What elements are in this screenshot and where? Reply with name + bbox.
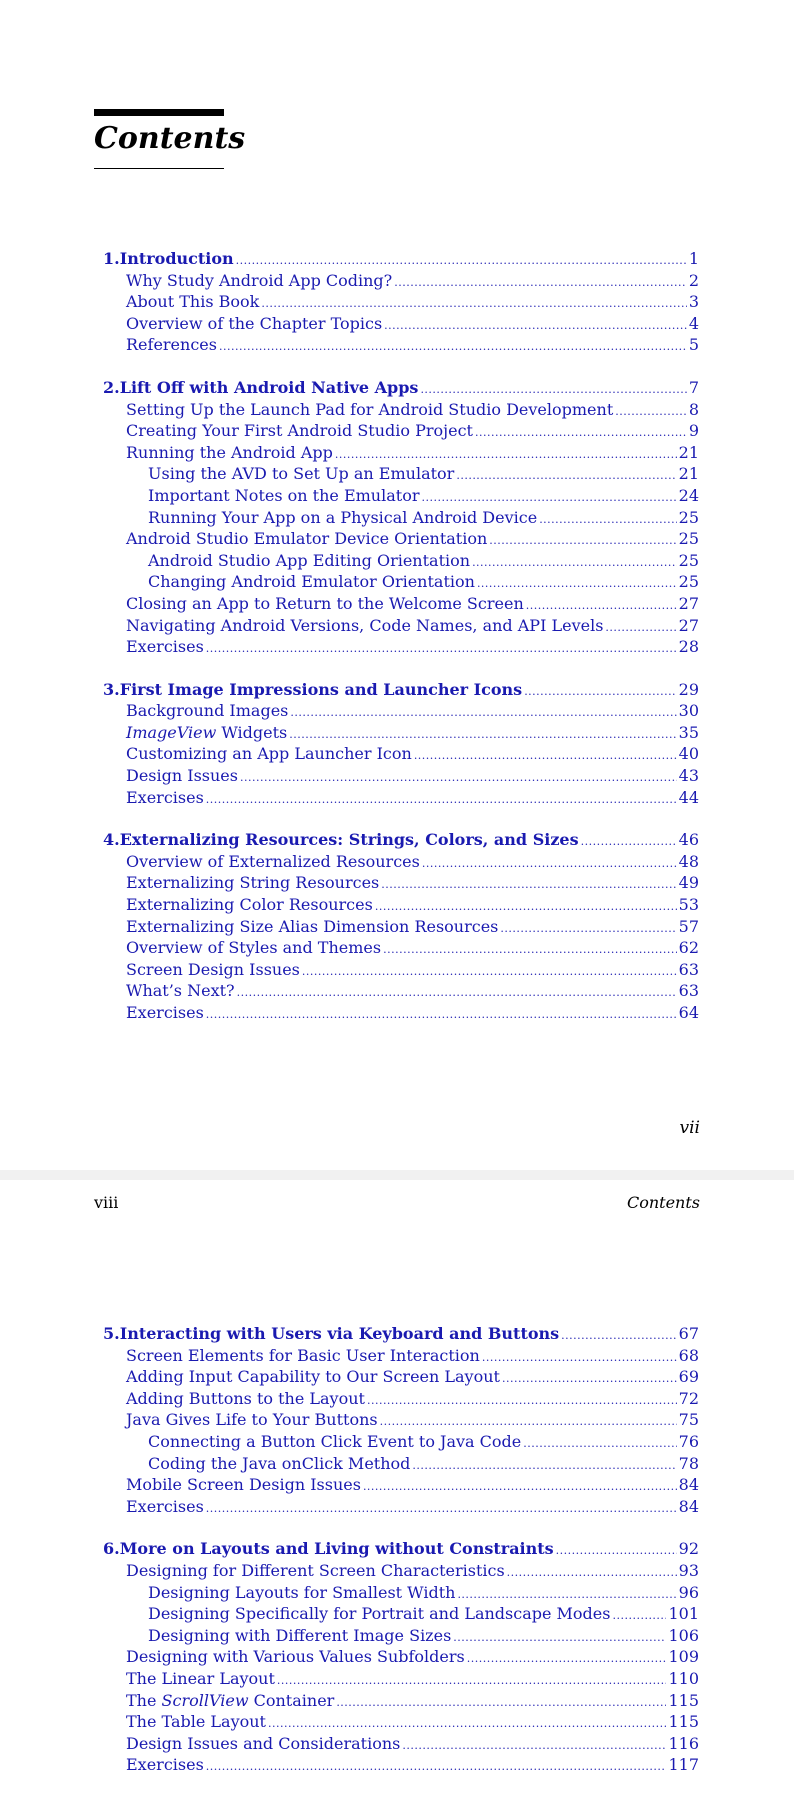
toc-entry-link[interactable] <box>103 960 699 982</box>
entry-page-number: 101 <box>668 1604 699 1624</box>
entry-title <box>126 443 333 462</box>
chapter-number: 6. <box>103 1539 120 1559</box>
entry-title-text: Screen Elements for Basic User Interaction <box>126 1345 480 1365</box>
chapter-number: 2. <box>103 377 120 397</box>
dot-leader <box>363 1480 677 1493</box>
toc-entry-link[interactable] <box>103 1410 699 1432</box>
entry-page-number: 109 <box>668 1647 699 1667</box>
toc-entry-link[interactable] <box>103 744 699 766</box>
entry-title-text: Navigating Android Versions, Code Names, and API Levels <box>126 615 604 635</box>
entry-page-number: 57 <box>678 916 699 936</box>
entry-title-text: What’s Next? <box>126 981 235 1001</box>
chapter-page-number: 67 <box>678 1324 699 1343</box>
entry-page-number: 35 <box>678 722 699 742</box>
dot-leader <box>456 469 676 482</box>
dot-leader <box>526 599 677 612</box>
toc-entry-link[interactable] <box>103 1346 699 1368</box>
entry-title-text: Android Studio App Editing Orientation <box>148 550 471 570</box>
entry-title <box>126 314 382 333</box>
entry-title-text: Adding Buttons to the Layout <box>126 1388 365 1408</box>
toc-entry-link[interactable] <box>103 1583 699 1605</box>
entry-title-text: Designing with Different Image Sizes <box>148 1625 452 1645</box>
dot-leader <box>277 1674 667 1687</box>
entry-title-text: Customizing an App Launcher Icon <box>126 744 412 764</box>
entry-page-number: 48 <box>678 851 699 871</box>
entry-page-number: 4 <box>688 313 699 333</box>
entry-title-text: Changing Android Emulator Orientation <box>148 572 475 592</box>
entry-title-text: Overview of the Chapter Topics <box>126 313 383 333</box>
entry-title <box>126 960 300 979</box>
toc-page-viii <box>0 1180 794 1775</box>
page-title: Contents <box>94 121 246 156</box>
toc-entry-link[interactable] <box>103 1604 699 1626</box>
entry-title <box>126 292 259 311</box>
dot-leader <box>482 1351 677 1364</box>
toc-chapter <box>103 249 699 357</box>
entry-page-number: 24 <box>678 485 699 505</box>
toc-chapter <box>103 1324 699 1518</box>
entry-page-number: 62 <box>678 938 699 958</box>
chapter-title: More on Layouts and Living without Constraints <box>119 1539 554 1559</box>
toc-entry-link[interactable] <box>103 400 699 422</box>
entry-title-text: The Table Layout <box>126 1712 266 1732</box>
entry-title <box>148 508 537 527</box>
entry-title <box>126 981 235 1000</box>
dot-leader <box>375 900 677 913</box>
toc-entry-link[interactable] <box>103 637 699 659</box>
entry-page-number: 21 <box>678 442 699 462</box>
entry-title <box>148 1604 610 1623</box>
entry-title-text: Closing an App to Return to the Welcome Screen <box>126 593 524 613</box>
entry-title <box>126 1647 465 1666</box>
chapter-title: Interacting with Users via Keyboard and Buttons <box>119 1324 560 1343</box>
dot-leader <box>412 1459 676 1472</box>
entry-title <box>126 788 204 807</box>
entry-title <box>126 895 373 914</box>
entry-title <box>126 1755 204 1774</box>
entry-title <box>148 1583 455 1602</box>
entry-title-text: Externalizing String Resources <box>126 873 380 893</box>
toc-entry-link[interactable] <box>103 271 699 293</box>
entry-title-text: Why Study Android App Coding? <box>126 270 393 290</box>
entry-title-text: Background Images <box>126 701 289 721</box>
entry-title <box>126 1669 275 1688</box>
toc-entry-link[interactable] <box>103 1475 699 1497</box>
dot-leader <box>402 1739 666 1752</box>
entry-title-text: Android Studio Emulator Device Orientation <box>126 529 488 549</box>
chapter-title: Introduction <box>119 249 234 268</box>
entry-title <box>126 594 524 613</box>
table-of-contents <box>103 249 699 1046</box>
title-underline <box>94 168 224 169</box>
chapter-page-number: 29 <box>678 679 699 699</box>
toc-entry-link[interactable] <box>103 766 699 788</box>
toc-entry-link[interactable] <box>103 508 699 530</box>
dot-leader <box>383 943 677 956</box>
entry-title-text: Externalizing Color Resources <box>126 895 373 915</box>
entry-title-text: Screen Design Issues <box>126 959 300 979</box>
entry-page-number: 5 <box>688 335 699 355</box>
entry-title-text: Design Issues <box>126 766 238 786</box>
toc-entry-link[interactable] <box>103 529 699 551</box>
toc-entry-link[interactable] <box>103 464 699 486</box>
entry-title-text: Design Issues and Considerations <box>126 1733 401 1753</box>
toc-entry-link[interactable] <box>103 895 699 917</box>
dot-leader <box>302 965 677 978</box>
dot-leader <box>524 685 676 698</box>
dot-leader <box>561 1329 676 1342</box>
chapter-number: 1. <box>103 249 120 268</box>
chapter-number: 4. <box>103 830 120 850</box>
chapter-page-number: 7 <box>688 377 699 397</box>
entry-page-number: 96 <box>678 1582 699 1602</box>
entry-title <box>126 852 420 871</box>
entry-page-number: 63 <box>678 981 699 1001</box>
dot-leader <box>290 706 676 719</box>
entry-page-number: 63 <box>678 959 699 979</box>
entry-page-number: 72 <box>678 1388 699 1408</box>
entry-title <box>148 1454 410 1473</box>
chapter-title: Externalizing Resources: Strings, Colors, and Sizes <box>119 830 579 850</box>
dot-leader <box>475 426 687 439</box>
entry-title <box>126 1561 505 1580</box>
dot-leader <box>206 793 677 806</box>
page-separator <box>0 1170 794 1180</box>
chapter-page-number: 46 <box>678 830 699 850</box>
entry-title-text: Overview of Externalized Resources <box>126 851 420 871</box>
entry-page-number: 44 <box>678 787 699 807</box>
toc-chapter-heading-link[interactable] <box>103 378 699 400</box>
entry-title <box>126 723 287 742</box>
entry-title-text: Connecting a Button Click Event to Java Code <box>148 1431 522 1451</box>
entry-page-number: 30 <box>678 701 699 721</box>
dot-leader <box>453 1631 666 1644</box>
entry-title <box>126 1003 204 1022</box>
entry-title-text: Mobile Screen Design Issues <box>126 1475 361 1495</box>
dot-leader <box>381 878 676 891</box>
toc-entry-link[interactable] <box>103 443 699 465</box>
chapter-title: Lift Off with Android Native Apps <box>119 377 419 397</box>
toc-entry-link[interactable] <box>103 486 699 508</box>
entry-page-number: 116 <box>668 1733 699 1753</box>
toc-entry-link[interactable] <box>103 1003 699 1025</box>
toc-chapter <box>103 680 699 810</box>
chapter-number: 3. <box>103 679 120 699</box>
dot-leader <box>289 728 676 741</box>
entry-title-text: Important Notes on the Emulator <box>148 485 420 505</box>
entry-title-italic: ImageView <box>126 722 217 742</box>
entry-title <box>126 1367 500 1386</box>
toc-entry-link[interactable] <box>103 938 699 960</box>
dot-leader <box>219 340 687 353</box>
entry-page-number: 8 <box>688 399 699 419</box>
entry-title <box>148 1626 451 1645</box>
dot-leader <box>472 556 677 569</box>
entry-page-number: 40 <box>678 744 699 764</box>
page-number: vii <box>679 1118 700 1138</box>
entry-title-text: Exercises <box>126 1755 204 1775</box>
toc-entry-link[interactable] <box>103 917 699 939</box>
entry-title <box>126 1497 204 1516</box>
entry-title <box>126 744 412 763</box>
toc-chapter <box>103 378 699 659</box>
entry-page-number: 28 <box>678 637 699 657</box>
toc-entry-link[interactable] <box>103 335 699 357</box>
toc-entry-link[interactable] <box>103 981 699 1003</box>
dot-leader <box>502 1372 677 1385</box>
dot-leader <box>467 1652 667 1665</box>
dot-leader <box>523 1437 676 1450</box>
toc-entry-link[interactable] <box>103 1647 699 1669</box>
dot-leader <box>206 642 677 655</box>
entry-title-text: Exercises <box>126 637 204 657</box>
entry-page-number: 106 <box>668 1625 699 1645</box>
entry-page-number: 76 <box>678 1431 699 1451</box>
dot-leader <box>422 857 677 870</box>
entry-page-number: 9 <box>688 421 699 441</box>
dot-leader <box>384 319 687 332</box>
entry-title-text: Running Your App on a Physical Android Device <box>148 507 538 527</box>
dot-leader <box>556 1544 677 1557</box>
toc-entry-link[interactable] <box>103 594 699 616</box>
entry-title <box>148 551 470 570</box>
entry-title-text: About This Book <box>126 292 260 312</box>
toc-chapter <box>103 1539 699 1777</box>
toc-entry-link[interactable] <box>103 551 699 573</box>
entry-title <box>126 1475 361 1494</box>
entry-page-number: 25 <box>678 572 699 592</box>
dot-leader <box>500 922 676 935</box>
entry-page-number: 53 <box>678 895 699 915</box>
toc-entry-link[interactable] <box>103 1626 699 1648</box>
entry-page-number: 25 <box>678 529 699 549</box>
dot-leader <box>457 1588 676 1601</box>
running-header: Contents <box>626 1193 700 1212</box>
entry-title-text: Setting Up the Launch Pad for Android Studio Development <box>126 399 614 419</box>
dot-leader <box>336 1696 666 1709</box>
entry-page-number: 27 <box>678 615 699 635</box>
chapter-title: First Image Impressions and Launcher Icons <box>119 679 523 699</box>
dot-leader <box>206 1502 677 1515</box>
dot-leader <box>615 405 687 418</box>
entry-title <box>126 1389 365 1408</box>
toc-entry-link[interactable] <box>103 1432 699 1454</box>
entry-title-text: Overview of Styles and Themes <box>126 938 382 958</box>
dot-leader <box>380 1415 677 1428</box>
toc-entry-link[interactable] <box>103 616 699 638</box>
title-rule <box>94 109 224 116</box>
toc-entry-link[interactable] <box>103 701 699 723</box>
toc-entry-link[interactable] <box>103 1367 699 1389</box>
dot-leader <box>581 835 677 848</box>
entry-title <box>126 616 603 635</box>
toc-entry-link[interactable] <box>103 873 699 895</box>
entry-title <box>126 1712 266 1731</box>
entry-title <box>126 637 204 656</box>
toc-chapter-heading-link[interactable] <box>103 249 699 271</box>
entry-title-text: Exercises <box>126 787 204 807</box>
dot-leader <box>477 577 677 590</box>
entry-title-text: The Linear Layout <box>126 1668 275 1688</box>
entry-page-number: 21 <box>678 464 699 484</box>
toc-entry-link[interactable] <box>103 723 699 745</box>
entry-title-text: Java Gives Life to Your Buttons <box>126 1410 378 1430</box>
entry-page-number: 27 <box>678 593 699 613</box>
dot-leader <box>237 986 677 999</box>
entry-page-number: 43 <box>678 766 699 786</box>
dot-leader <box>420 383 686 396</box>
toc-entry-link[interactable] <box>103 1454 699 1476</box>
entry-title <box>126 1734 400 1753</box>
entry-title <box>126 917 498 936</box>
toc-chapter-heading-link[interactable] <box>103 1324 699 1346</box>
toc-entry-link[interactable] <box>103 572 699 594</box>
entry-title <box>126 938 381 957</box>
toc-chapter-heading-link[interactable] <box>103 680 699 702</box>
toc-entry-link[interactable] <box>103 292 699 314</box>
dot-leader <box>206 1008 677 1021</box>
entry-page-number: 25 <box>678 507 699 527</box>
dot-leader <box>240 771 677 784</box>
entry-page-number: 49 <box>678 873 699 893</box>
entry-page-number: 2 <box>688 270 699 290</box>
entry-title-text: Designing Specifically for Portrait and Landscape Modes <box>148 1604 611 1624</box>
entry-page-number: 78 <box>678 1453 699 1473</box>
toc-entry-link[interactable] <box>103 852 699 874</box>
toc-entry-link[interactable] <box>103 421 699 443</box>
entry-page-number: 93 <box>678 1560 699 1580</box>
entry-title-prefix: The <box>126 1690 162 1710</box>
toc-chapter-heading-link[interactable] <box>103 830 699 852</box>
entry-page-number: 75 <box>678 1410 699 1430</box>
dot-leader <box>507 1566 677 1579</box>
entry-title-text: Using the AVD to Set Up an Emulator <box>148 464 455 484</box>
chapter-page-number: 92 <box>678 1539 699 1559</box>
entry-title <box>126 335 217 354</box>
toc-entry-link[interactable] <box>103 1389 699 1411</box>
toc-entry-link[interactable] <box>103 1755 699 1777</box>
entry-title-text: Container <box>248 1690 335 1710</box>
entry-title <box>126 1691 334 1710</box>
entry-page-number: 69 <box>678 1367 699 1387</box>
toc-entry-link[interactable] <box>103 1497 699 1519</box>
entry-page-number: 110 <box>668 1668 699 1688</box>
entry-title <box>126 421 473 440</box>
entry-page-number: 115 <box>668 1712 699 1732</box>
entry-title <box>126 400 613 419</box>
toc-entry-link[interactable] <box>103 1712 699 1734</box>
entry-title-text: Designing for Different Screen Characteristics <box>126 1560 505 1580</box>
entry-title-text: Widgets <box>216 722 288 742</box>
entry-title-text: Coding the Java onClick Method <box>148 1453 411 1473</box>
entry-title-text: Exercises <box>126 1003 204 1022</box>
entry-title <box>126 529 487 548</box>
page-number: viii <box>94 1193 119 1212</box>
entry-title <box>126 1346 480 1365</box>
toc-chapter-heading-link[interactable] <box>103 1539 699 1561</box>
entry-title <box>148 572 475 591</box>
entry-title-italic: ScrollView <box>161 1690 249 1710</box>
dot-leader <box>421 491 676 504</box>
entry-title-text: Adding Input Capability to Our Screen Layout <box>126 1367 500 1387</box>
entry-page-number: 25 <box>678 550 699 570</box>
entry-page-number: 3 <box>688 292 699 312</box>
entry-title <box>126 701 288 720</box>
entry-title-text: Externalizing Size Alias Dimension Resources <box>126 916 499 936</box>
entry-title-text: Running the Android App <box>126 442 333 462</box>
dot-leader <box>612 1609 666 1622</box>
dot-leader <box>539 513 676 526</box>
toc-entry-link[interactable] <box>103 1734 699 1756</box>
chapter-number: 5. <box>103 1324 120 1343</box>
toc-chapter <box>103 830 699 1024</box>
dot-leader <box>335 448 677 461</box>
entry-title-text: Designing with Various Values Subfolders <box>126 1647 465 1667</box>
toc-entry-link[interactable] <box>103 1691 699 1713</box>
dot-leader <box>489 534 676 547</box>
dot-leader <box>268 1717 666 1730</box>
entry-title-text: Designing Layouts for Smallest Width <box>148 1582 456 1602</box>
entry-title <box>126 873 379 892</box>
entry-title-text: References <box>126 335 217 355</box>
dot-leader <box>367 1394 677 1407</box>
table-of-contents <box>103 1324 699 1798</box>
dot-leader <box>236 254 687 267</box>
entry-title <box>148 486 419 505</box>
dot-leader <box>605 621 676 634</box>
entry-title <box>126 766 238 785</box>
entry-title <box>148 1432 521 1451</box>
entry-page-number: 84 <box>678 1475 699 1495</box>
entry-title-text: Exercises <box>126 1496 204 1516</box>
dot-leader <box>394 276 687 289</box>
entry-title <box>126 271 392 290</box>
toc-entry-link[interactable] <box>103 1669 699 1691</box>
dot-leader <box>414 749 677 762</box>
entry-title <box>126 1410 378 1429</box>
toc-entry-link[interactable] <box>103 1561 699 1583</box>
entry-page-number: 68 <box>678 1345 699 1365</box>
entry-page-number: 115 <box>668 1690 699 1710</box>
entry-title <box>148 464 454 483</box>
toc-entry-link[interactable] <box>103 314 699 336</box>
entry-page-number: 84 <box>678 1496 699 1516</box>
entry-page-number: 64 <box>678 1003 699 1022</box>
toc-entry-link[interactable] <box>103 788 699 810</box>
entry-page-number: 117 <box>668 1755 699 1775</box>
dot-leader <box>261 297 686 310</box>
dot-leader <box>206 1760 667 1773</box>
entry-title-text: Creating Your First Android Studio Project <box>126 421 473 441</box>
chapter-page-number: 1 <box>688 249 699 268</box>
